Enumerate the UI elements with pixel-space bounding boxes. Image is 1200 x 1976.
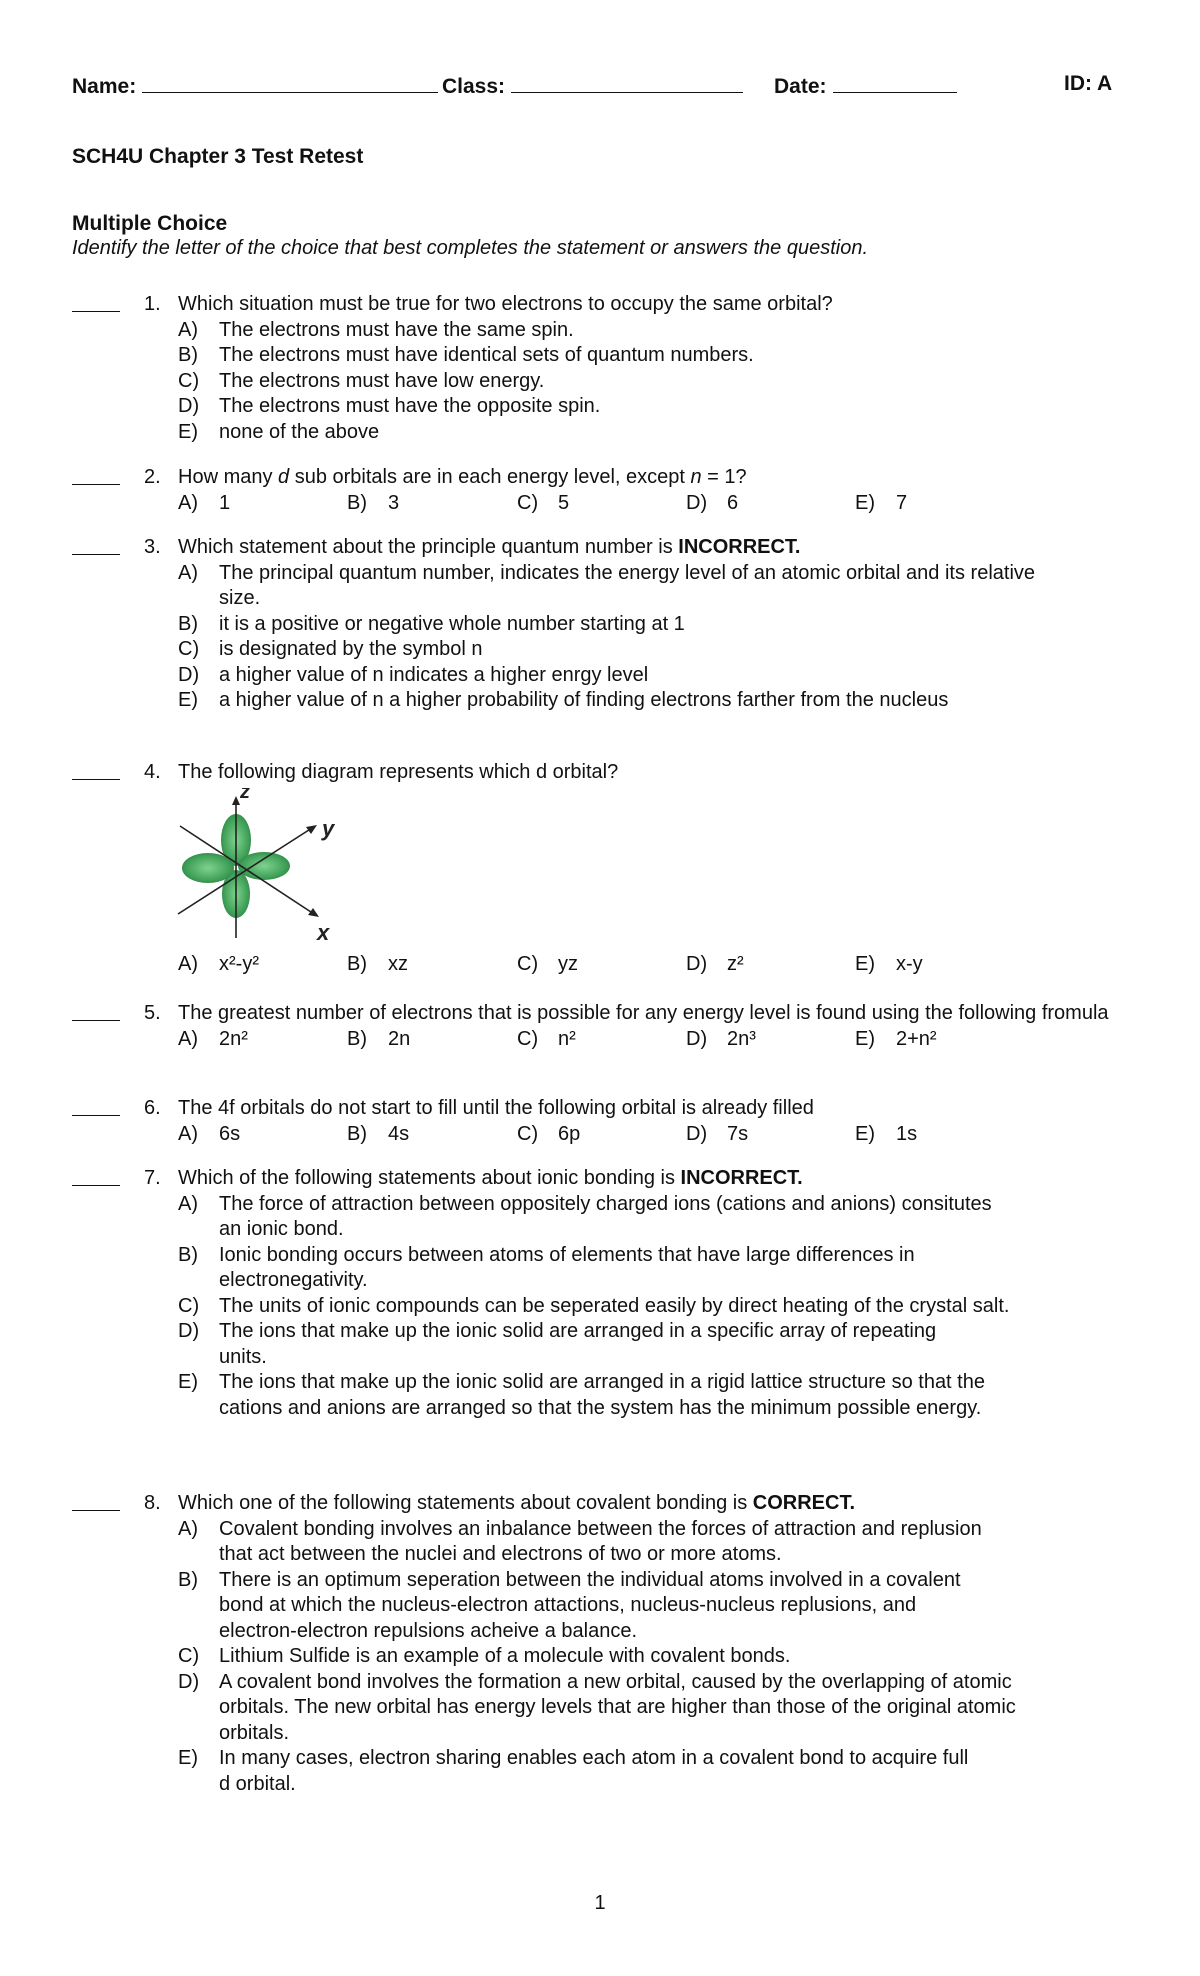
option-e: E) a higher value of n a higher probability of finding electrons farther from the nucleus <box>178 689 949 711</box>
y-axis-arrow <box>306 825 317 834</box>
option-e: E) 1s <box>855 1122 918 1145</box>
option-b: B) There is an optimum seperation between the individual atoms involved in a covalent bond at which the nucleus-electron attactions, nucleus-nucleus replusions, and electron-electron repulsions acheive a balance. <box>178 1568 961 1642</box>
question-8 <box>72 1491 1132 1797</box>
option-c: C) Lithium Sulfide is an example of a molecule with covalent bonds. <box>178 1645 791 1667</box>
option-a: A) 2n² <box>178 1027 248 1050</box>
question-stem: Which statement about the principle quantum number is INCORRECT. <box>178 536 801 558</box>
option-a: A) The electrons must have the same spin. <box>178 318 574 341</box>
question-5 <box>72 1001 1132 1052</box>
question-number: 8. <box>144 1492 161 1514</box>
option-e: E) 2+n² <box>855 1027 937 1050</box>
option-row <box>178 1122 1132 1148</box>
d-orbital-diagram <box>172 788 352 948</box>
answer-blank[interactable] <box>72 535 120 555</box>
option-c: C) n² <box>517 1027 576 1050</box>
answer-blank[interactable] <box>72 465 120 485</box>
option-d: D) z² <box>686 952 744 975</box>
question-stem: The greatest number of electrons that is possible for any energy level is found using the following fromula <box>178 1002 1109 1024</box>
option-c: C) 6p <box>517 1122 581 1145</box>
option-b: B) 4s <box>347 1122 410 1145</box>
page-number: 1 <box>594 1892 606 1914</box>
date-label: Date: <box>774 75 827 98</box>
question-7 <box>72 1166 1132 1421</box>
name-field <box>72 72 438 99</box>
answer-blank[interactable] <box>72 292 120 312</box>
option-a: A) The principal quantum number, indicates the energy level of an atomic orbital and its relative size. <box>178 561 1036 609</box>
option-d: D) a higher value of n indicates a higher enrgy level <box>178 663 649 686</box>
option-c: C) 5 <box>517 491 570 514</box>
option-b: B) Ionic bonding occurs between atoms of elements that have large differences in electronegativity. <box>178 1243 915 1291</box>
option-b: B) it is a positive or negative whole number starting at 1 <box>178 612 685 635</box>
question-stem: How many d sub orbitals are in each energy level, except n = 1? <box>178 466 747 488</box>
x-axis-arrow <box>308 908 319 917</box>
class-line[interactable] <box>511 72 743 93</box>
question-2 <box>72 465 1132 516</box>
option-d: D) 2n³ <box>686 1027 756 1050</box>
option-row <box>178 952 1132 978</box>
question-stem: The 4f orbitals do not start to fill until the following orbital is already filled <box>178 1097 814 1119</box>
option-b: B) 3 <box>347 491 400 514</box>
question-6 <box>72 1096 1132 1147</box>
question-stem: Which of the following statements about ionic bonding is INCORRECT. <box>178 1167 803 1189</box>
option-c: C) is designated by the symbol n <box>178 638 483 660</box>
option-b: B) 2n <box>347 1027 411 1050</box>
option-row <box>178 491 1132 517</box>
option-e: E) In many cases, electron sharing enables each atom in a covalent bond to acquire full d orbital. <box>178 1747 969 1795</box>
name-line[interactable] <box>142 72 438 93</box>
section-instructions: Identify the letter of the choice that best completes the statement or answers the question. <box>72 237 869 259</box>
question-number: 4. <box>144 761 161 783</box>
question-stem: The following diagram represents which d orbital? <box>178 761 619 783</box>
option-d: D) The ions that make up the ionic solid are arranged in a specific array of repeating units. <box>178 1320 937 1368</box>
question-stem: Which one of the following statements about covalent bonding is CORRECT. <box>178 1492 856 1514</box>
question-1 <box>72 292 1132 445</box>
lobe-right <box>238 852 290 880</box>
question-number: 3. <box>144 536 161 558</box>
name-label: Name: <box>72 75 137 98</box>
question-number: 5. <box>144 1002 161 1024</box>
option-e: E) none of the above <box>178 420 380 443</box>
option-a: A) 1 <box>178 491 231 514</box>
option-a: A) 6s <box>178 1122 241 1145</box>
option-e: E) The ions that make up the ionic solid are arranged in a rigid lattice structure so that the cations and anions are arranged so that the system has the minimum possible energy. <box>178 1371 985 1419</box>
option-d: D) The electrons must have the opposite spin. <box>178 395 601 417</box>
class-field <box>442 72 743 99</box>
x-axis-label: x <box>317 919 330 945</box>
section-heading: Multiple Choice <box>72 212 228 235</box>
page-title: SCH4U Chapter 3 Test Retest <box>72 145 364 168</box>
orbital-svg <box>172 788 352 948</box>
answer-blank[interactable] <box>72 1491 120 1511</box>
option-a: A) The force of attraction between oppositely charged ions (cations and anions) consitutes an ionic bond. <box>178 1192 992 1240</box>
id-label: ID: A <box>1064 72 1113 95</box>
z-axis-arrow <box>232 796 240 805</box>
answer-blank[interactable] <box>72 1096 120 1116</box>
question-3 <box>72 535 1132 714</box>
date-line[interactable] <box>833 72 957 93</box>
option-b: B) The electrons must have identical sets of quantum numbers. <box>178 344 754 366</box>
question-number: 7. <box>144 1167 161 1189</box>
option-e: E) x-y <box>855 952 923 975</box>
option-d: D) 7s <box>686 1122 749 1145</box>
option-a: A) Covalent bonding involves an inbalance between the forces of attraction and replusion that act between the nuclei and electrons of two or more atoms. <box>178 1517 982 1565</box>
class-label: Class: <box>442 75 506 98</box>
header-fields <box>72 72 1128 102</box>
question-stem: Which situation must be true for two electrons to occupy the same orbital? <box>178 293 833 315</box>
option-c: C) The electrons must have low energy. <box>178 369 545 392</box>
answer-blank[interactable] <box>72 1166 120 1186</box>
question-4 <box>72 760 1132 977</box>
option-d: D) 6 <box>686 491 739 514</box>
date-field <box>774 72 957 99</box>
lobe-left <box>182 853 234 883</box>
question-number: 6. <box>144 1097 161 1119</box>
option-b: B) xz <box>347 952 408 975</box>
option-a: A) x²-y² <box>178 952 259 975</box>
option-c: C) yz <box>517 952 578 975</box>
option-row <box>178 1027 1132 1053</box>
z-axis-label: z <box>240 787 250 803</box>
option-d: D) A covalent bond involves the formation a new orbital, caused by the overlapping of atomic orbitals. The new orbital has energy levels that are higher than those of the original atomic orbitals. <box>178 1670 1016 1744</box>
option-e: E) 7 <box>855 491 908 514</box>
question-number: 2. <box>144 466 161 488</box>
answer-blank[interactable] <box>72 760 120 780</box>
y-axis-label: y <box>322 815 335 841</box>
question-number: 1. <box>144 293 161 315</box>
answer-blank[interactable] <box>72 1001 120 1021</box>
option-c: C) The units of ionic compounds can be seperated easily by direct heating of the crystal salt. <box>178 1294 1010 1317</box>
